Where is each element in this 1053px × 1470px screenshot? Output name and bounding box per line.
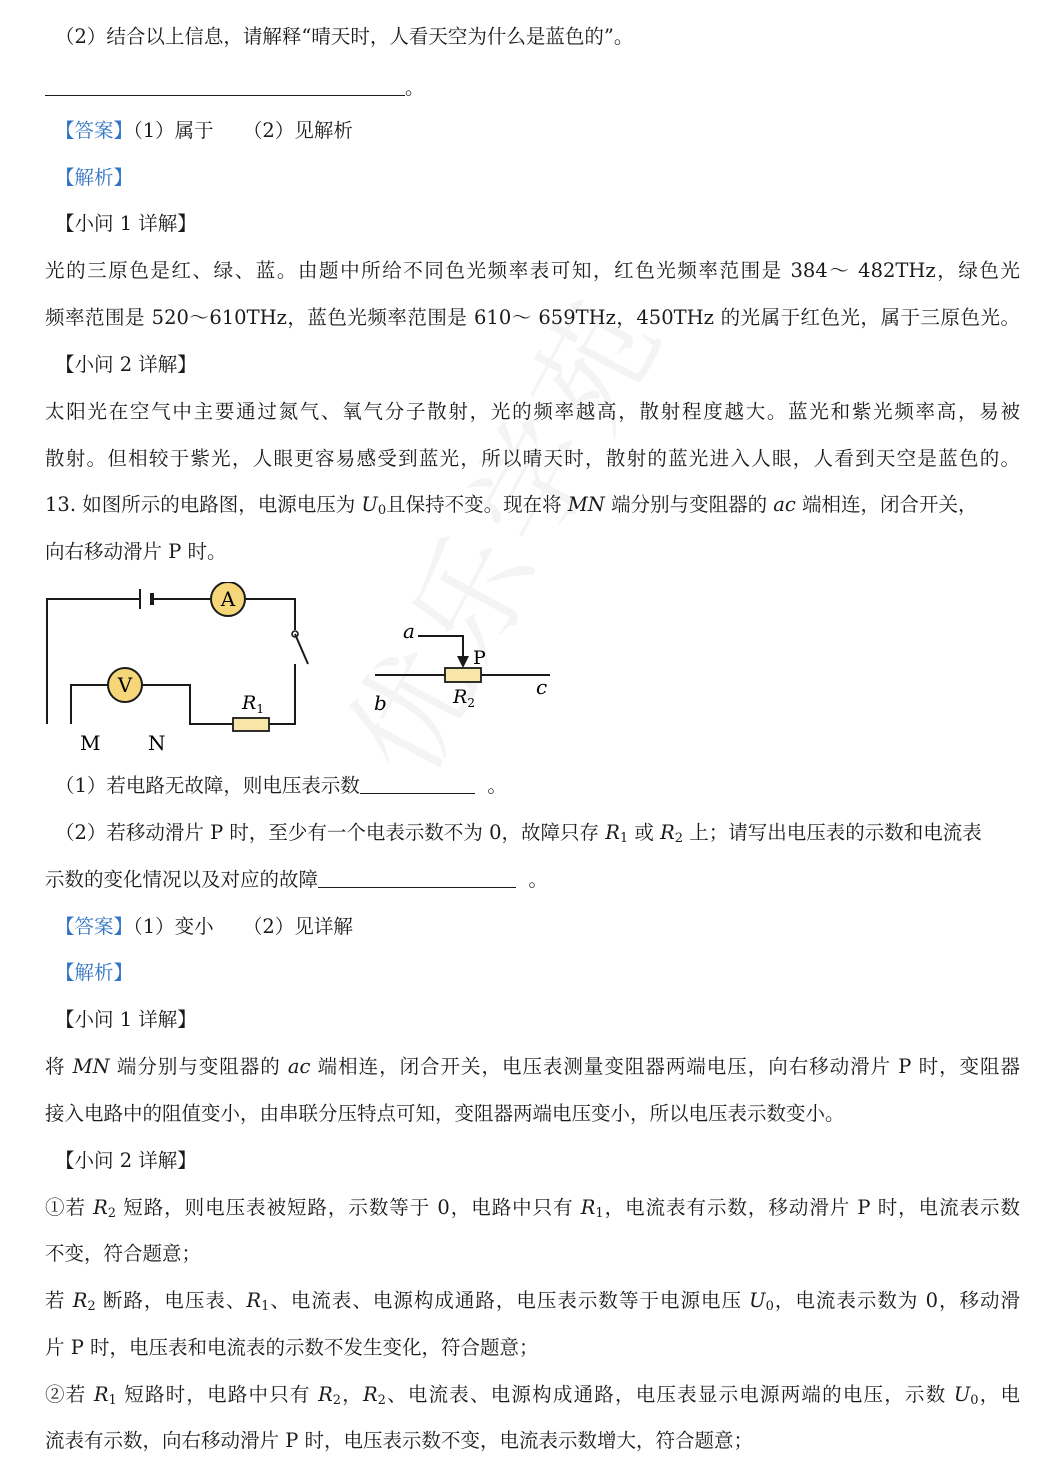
answer-tag: 【答案】 [55,119,134,142]
q13-case1-line1: ①若 $R_2$ 短路，则电压表被短路，示数等于 0，电路中只有 $R_1$，电流表有示数，移动滑片 P 时，电流表示数 [45,1196,1020,1221]
q13-case2-line2: 片 P 时，电压表和电流表的示数不发生变化，符合题意； [45,1336,539,1359]
r1-label: $R_1$ [242,692,264,716]
q12-analysis-tag: 【解析】 [55,166,134,189]
q12-sub1-title: 【小问 1 详解】 [55,212,197,235]
slider-p-label: P [473,647,486,669]
switch-blade [295,634,308,664]
wire-ammeter-switch [246,599,295,630]
terminal-b-label: b [374,691,387,715]
q13-sub2-title: 【小问 2 详解】 [55,1149,197,1172]
q13-sub1-line2: 接入电路中的阻值变小，由串联分压特点可知，变阻器两端电压变小，所以电压表示数变小。 [45,1102,845,1125]
q12-part2: （2）结合以上信息，请解释“晴天时，人看天空为什么是蓝色的”。 [55,25,634,48]
q12-sub2-title: 【小问 2 详解】 [55,353,197,376]
q12-sub1-line2: 频率范围是 520～610THz，蓝色光频率范围是 610～ 659THz，450THz 的光属于红色光，属于三原色光。 [45,306,1020,329]
q12-sub1-line1: 光的三原色是红、绿、蓝。由题中所给不同色光频率表可知，红色光频率范围是 384～ 482THz，绿色光 [45,259,1020,282]
q13-answer: 【答案】（1）变小 （2）见详解 [55,915,353,938]
q13-sub1-line1: 将 MN 端分别与变阻器的 ac 端相连，闭合开关，电压表测量变阻器两端电压，向右移动滑片 P 时，变阻器 [45,1055,1021,1078]
answer-blank-2[interactable] [318,867,516,888]
q13-question2-line2: 示数的变化情况以及对应的故障 。 [45,868,548,891]
q13-case1-line2: 不变，符合题意； [45,1242,202,1265]
wire-switch-right [269,664,295,724]
q12-sub2-line1: 太阳光在空气中主要通过氮气、氧气分子散射，光的频率越高，散射程度越大。蓝光和紫光频率高，易被 [45,400,1020,423]
q13-case3-line2: 流表有示数，向右移动滑片 P 时，电压表示数不变，电流表示数增大，符合题意； [45,1429,754,1452]
voltmeter-label: V [117,673,133,697]
resistor-r2 [445,668,481,682]
ammeter-label: A [220,587,236,611]
q13-stem-line2: 向右移动滑片 P 时。 [45,540,227,563]
slider-arrow-icon[interactable] [457,656,469,668]
q13-stem-line1: 13. 如图所示的电路图，电源电压为 $U_0$且保持不变。现在将 MN 端分别与变阻器的 ac 端相连，闭合开关， [45,493,978,518]
terminal-a-label: a [403,619,415,643]
q13-question1: （1）若电路无故障，则电压表示数 。 [55,774,507,797]
q13-analysis-tag: 【解析】 [55,961,134,984]
q13-case3-line1: ②若 $R_1$ 短路时，电路中只有 $R_2$，$R_2$、电流表、电源构成通路，电压表显示电源两端的电压，示数 $U_0$，电 [45,1383,1020,1408]
resistor-r1 [233,718,269,731]
q13-case2-line1: 若 $R_2$ 断路，电压表、$R_1$、电流表、电源构成通路，电压表示数等于电源电压 $U_0$，电流表示数为 0，移动滑 [45,1289,1021,1314]
terminal-m-label: M [80,731,101,755]
wire-r1-n [180,685,233,724]
terminal-n-label: N [148,731,166,755]
q12-answer-blank-line: 。 [45,75,1020,101]
q12-answer: 【答案】（1）属于 （2）见解析 [55,119,353,142]
q13-sub1-title: 【小问 1 详解】 [55,1008,197,1031]
slider-wire [418,636,463,662]
q12-sub2-line2: 散射。但相较于紫光，人眼更容易感受到蓝光，所以晴天时，散射的蓝光进入人眼，人看到天空是蓝色的。 [45,447,1020,470]
wire-m [71,685,108,724]
circuit-figure [40,582,600,757]
answer-blank[interactable] [45,75,405,96]
terminal-c-label: c [536,675,548,699]
r2-label: $R_2$ [453,686,475,710]
answer-blank-1[interactable] [360,773,475,794]
q13-question2-line1: （2）若移动滑片 P 时，至少有一个电表示数不为 0，故障只存 $R_1$ 或 $R_2$ 上；请写出电压表的示数和电流表 [55,821,982,846]
